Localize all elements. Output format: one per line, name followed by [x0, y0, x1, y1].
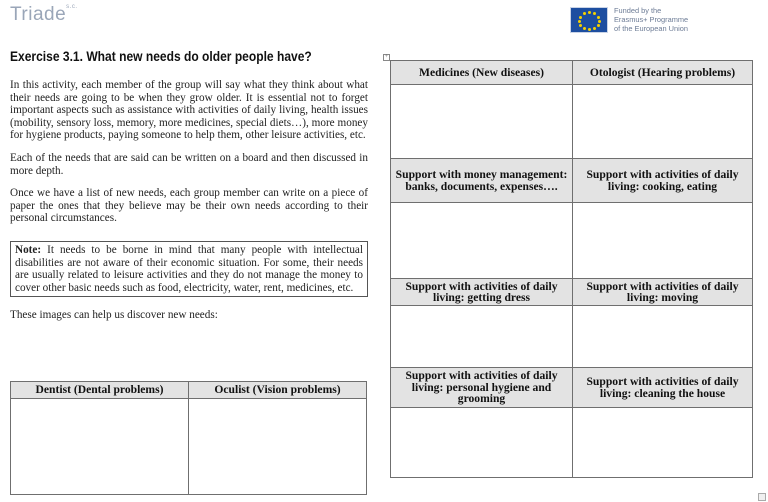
- paragraph-3: Once we have a list of new needs, each group member can write on a piece of paper the ones that they believe may be their own needs according to their personal circumstances.: [10, 187, 368, 225]
- cell-medicines: [391, 85, 573, 159]
- header-dentist: Dentist (Dental problems): [11, 382, 189, 399]
- eu-flag-icon: [570, 7, 608, 33]
- header-medicines: Medicines (New diseases): [391, 61, 573, 85]
- cell-dentist: [11, 399, 189, 495]
- header-money: Support with money management: banks, documents, expenses….: [391, 159, 573, 203]
- header-cooking: Support with activities of daily living: cooking, eating: [573, 159, 753, 203]
- header-dressing: Support with activities of daily living: getting dress: [391, 279, 573, 306]
- paragraph-1: In this activity, each member of the group will say what they think about what their needs are going to be when they grow older. It is essential not to forget important aspects such as assistance with activities of daily living, health issues (mobility, sensory loss, memory, more medicines, special diets…), more money for hygiene products, paying someone to help them, other leisure activities, etc.: [10, 79, 368, 142]
- cell-cleaning: [573, 408, 753, 478]
- eu-funding-text: Funded by the Erasmus+ Programme of the European Union: [614, 6, 689, 33]
- header-oculist: Oculist (Vision problems): [189, 382, 367, 399]
- paragraph-2: Each of the needs that are said can be written on a board and then discussed in more depth.: [10, 151, 368, 177]
- header-cleaning: Support with activities of daily living: cleaning the house: [573, 368, 753, 408]
- exercise-section: [10, 48, 368, 322]
- right-image-table: [390, 60, 753, 478]
- cell-otologist: [573, 85, 753, 159]
- exercise-title: Exercise 3.1. What new needs do older people have?: [10, 48, 312, 64]
- note-label: Note:: [15, 243, 42, 256]
- resize-handle-icon: [758, 493, 766, 501]
- header-moving: Support with activities of daily living: moving: [573, 279, 753, 306]
- triade-logo: Triade$^{s.c.}$: [10, 4, 78, 25]
- cell-hygiene: [391, 408, 573, 478]
- cell-cooking: [573, 203, 753, 279]
- help-text: These images can help us discover new needs:: [10, 309, 218, 322]
- cell-moving: [573, 306, 753, 368]
- cell-dressing: [391, 306, 573, 368]
- header-otologist: Otologist (Hearing problems): [573, 61, 753, 85]
- note-box: [10, 241, 368, 297]
- eu-funding-logo: [570, 6, 688, 33]
- note-text: It needs to be borne in mind that many people with intellectual disabilities are not aware of their economic situation. For some, their needs are usually related to leisure activities and they do not manage the money to cover other basic needs such as food, electricity, water, rent, medicines, etc.: [15, 243, 363, 294]
- table-anchor-icon: +: [384, 54, 389, 60]
- cell-oculist: [189, 399, 367, 495]
- header-hygiene: Support with activities of daily living: personal hygiene and grooming: [391, 368, 573, 408]
- cell-money: [391, 203, 573, 279]
- left-image-table: [10, 381, 367, 495]
